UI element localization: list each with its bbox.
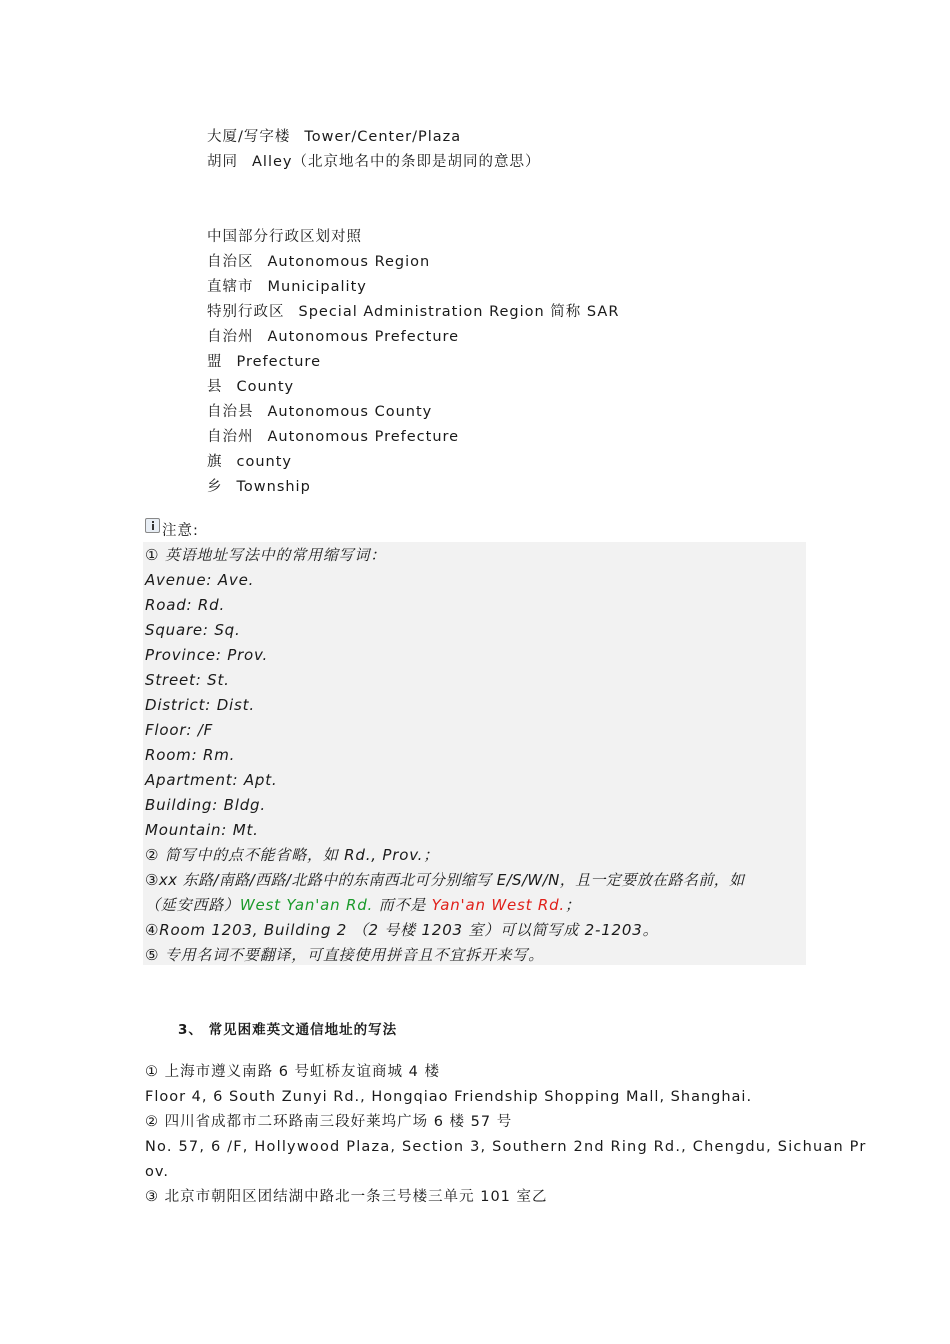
division-zh: 县 xyxy=(207,379,223,395)
division-row xyxy=(207,452,292,472)
address-line: ③ 北京市朝阳区团结湖中路北一条三号楼三单元 101 室乙 xyxy=(145,1189,548,1205)
division-row xyxy=(207,327,459,347)
division-en: County xyxy=(236,379,295,395)
division-row xyxy=(207,477,311,497)
division-row xyxy=(207,252,430,272)
abbreviation-item: Floor: /F xyxy=(145,721,214,739)
division-zh: 自治州 xyxy=(207,329,254,345)
abbreviation-item: Square: Sq. xyxy=(145,621,241,639)
term-en: Tower/Center/Plaza xyxy=(304,129,462,145)
address-line: ① 上海市遵义南路 6 号虹桥友谊商城 4 楼 xyxy=(145,1064,440,1080)
division-zh: 盟 xyxy=(207,354,223,370)
term-zh: 胡同 xyxy=(207,154,238,170)
note-item-4: ④Room 1203, Building 2 （2 号楼 1203 室）可以简写成 2-1203。 xyxy=(145,921,659,939)
abbreviation-item: Room: Rm. xyxy=(145,746,236,764)
abbreviation-item: Road: Rd. xyxy=(145,596,226,614)
section-heading: 3、 常见困难英文通信地址的写法 xyxy=(178,1022,398,1038)
division-zh: 自治区 xyxy=(207,254,254,270)
division-en: Special Administration Region 简称 SAR xyxy=(298,304,620,320)
division-row xyxy=(207,302,619,322)
division-en: Autonomous County xyxy=(267,404,433,420)
note-item-3-prefix: （延安西路） xyxy=(145,896,240,914)
note-item-3-suffix: ； xyxy=(564,896,581,914)
address-line: Floor 4, 6 South Zunyi Rd., Hongqiao Friendship Shopping Mall, Shanghai. xyxy=(145,1089,753,1105)
division-zh: 旗 xyxy=(207,454,223,470)
note-label: 注意: xyxy=(162,523,199,539)
note-item-3-continued xyxy=(145,895,581,915)
note-item-2: ② 简写中的点不能省略，如 Rd., Prov.； xyxy=(145,846,440,864)
note-item-5: ⑤ 专用名词不要翻译，可直接使用拼音且不宜拆开来写。 xyxy=(145,946,545,964)
abbreviation-item: Building: Bldg. xyxy=(145,796,266,814)
division-zh: 自治州 xyxy=(207,429,254,445)
address-line: ② 四川省成都市二环路南三段好莱坞广场 6 楼 57 号 xyxy=(145,1114,513,1130)
division-row xyxy=(207,352,321,372)
term-row xyxy=(207,152,540,172)
division-zh: 自治县 xyxy=(207,404,254,420)
abbreviation-item: Mountain: Mt. xyxy=(145,821,259,839)
division-zh: 特别行政区 xyxy=(207,304,285,320)
division-en: Municipality xyxy=(267,279,367,295)
division-en: Autonomous Region xyxy=(267,254,431,270)
abbreviation-item: Avenue: Ave. xyxy=(145,571,255,589)
division-row xyxy=(207,377,294,397)
wrong-example: Yan'an West Rd. xyxy=(431,896,565,914)
term-zh: 大厦/写字楼 xyxy=(207,129,291,145)
note-item-3: ③xx 东路/南路/西路/北路中的东南西北可分别缩写 E/S/W/N，且一定要放在路名前，如 xyxy=(145,871,745,889)
division-row xyxy=(207,427,459,447)
division-en: Township xyxy=(236,479,311,495)
info-icon xyxy=(145,518,160,533)
correct-example: West Yan'an Rd. xyxy=(239,896,374,914)
division-row xyxy=(207,277,367,297)
division-en: county xyxy=(236,454,292,470)
abbreviation-item: District: Dist. xyxy=(145,696,255,714)
note-intro: ① 英语地址写法中的常用缩写词： xyxy=(145,546,387,564)
note-item-3-middle: 而不是 xyxy=(373,896,432,914)
division-en: Autonomous Prefecture xyxy=(267,429,460,445)
division-zh: 直辖市 xyxy=(207,279,254,295)
division-en: Autonomous Prefecture xyxy=(267,329,460,345)
division-title: 中国部分行政区划对照 xyxy=(207,229,362,245)
term-row xyxy=(207,127,461,147)
term-en: Alley（北京地名中的条即是胡同的意思） xyxy=(252,154,541,170)
division-en: Prefecture xyxy=(236,354,321,370)
abbreviation-item: Street: St. xyxy=(145,671,230,689)
abbreviation-item: Province: Prov. xyxy=(145,646,269,664)
address-line: No. 57, 6 /F, Hollywood Plaza, Section 3, Southern 2nd Ring Rd., Chengdu, Sichuan Pr xyxy=(145,1139,867,1155)
address-line: ov. xyxy=(145,1164,169,1180)
division-zh: 乡 xyxy=(207,479,223,495)
abbreviation-item: Apartment: Apt. xyxy=(145,771,278,789)
division-row xyxy=(207,402,432,422)
